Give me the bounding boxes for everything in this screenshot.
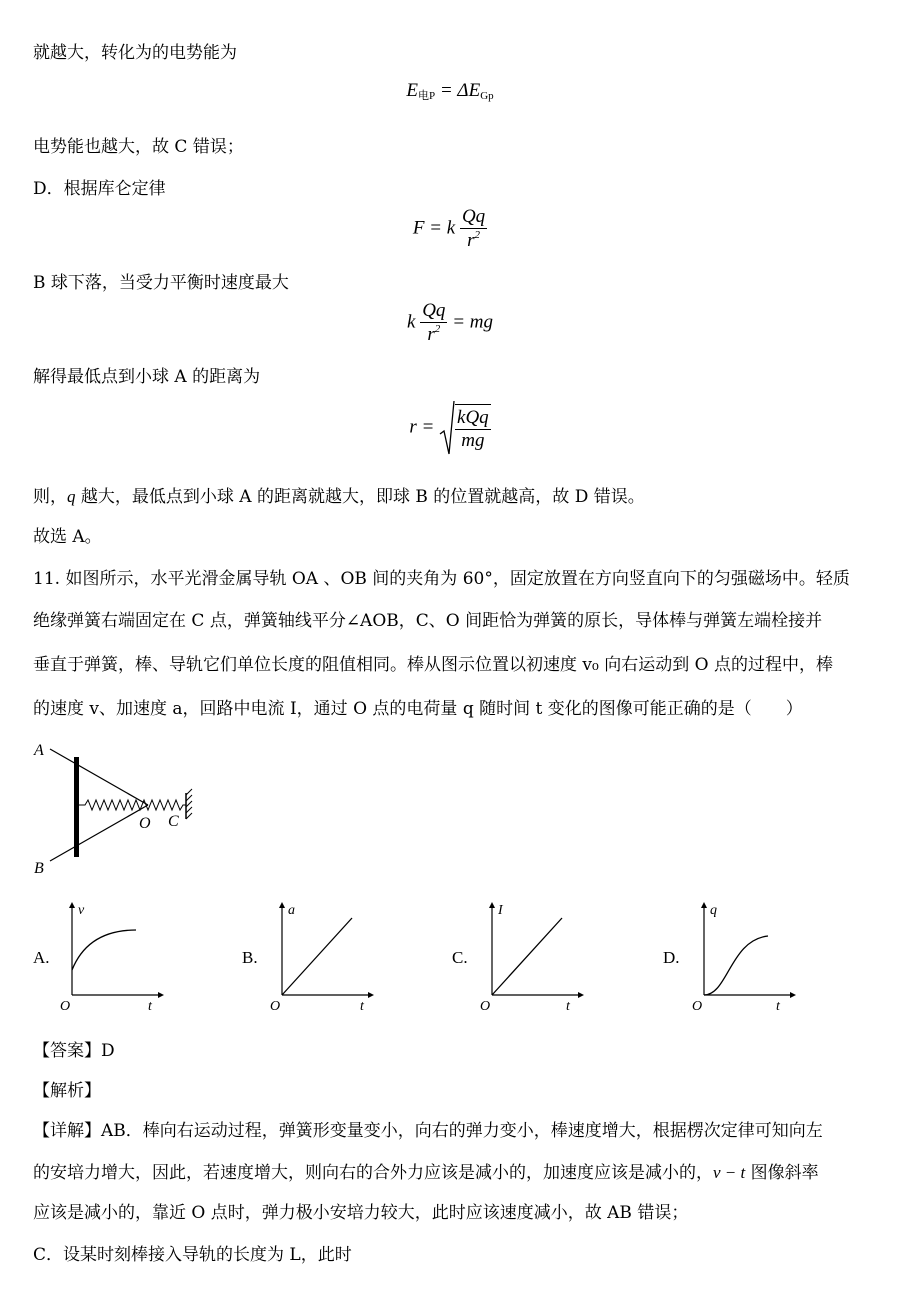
detail-line-2 <box>33 1158 819 1183</box>
eq4-lhs: r = <box>409 416 435 438</box>
question-line-2: 绝缘弹簧右端固定在 C 点，弹簧轴线平分∠AOB，C、O 间距恰为弹簧的原长，导体棒与弹簧左端栓接并 <box>33 611 823 631</box>
equation-distance <box>0 400 900 456</box>
option-C-xlabel: t <box>566 999 570 1014</box>
option-D-graph <box>690 900 800 1015</box>
label-A: A <box>34 742 44 759</box>
option-C-origin: O <box>480 999 491 1014</box>
eq1-lhs: E <box>406 80 418 101</box>
label-O: O <box>139 815 151 832</box>
text-line-2: 电势能也越大，故 C 错误； <box>33 137 244 157</box>
text-line-6a: 则， <box>33 487 67 507</box>
option-C-ylabel: I <box>498 903 503 918</box>
option-B-graph <box>268 900 378 1015</box>
eq1-rhs-sub: Gp <box>480 90 494 102</box>
option-A-ylabel: v <box>78 903 85 918</box>
eq2-den: r <box>467 230 475 251</box>
text-line-6c: 越大，最低点到小球 A 的距离就越大，即球 B 的位置就越高，故 D 错误。 <box>75 487 645 507</box>
equation-balance <box>0 300 900 346</box>
eq3-k: k <box>407 311 416 333</box>
text-line-5: 解得最低点到小球 A 的距离为 <box>33 367 261 387</box>
option-B-origin: O <box>270 999 281 1014</box>
option-C-graph <box>478 900 588 1015</box>
option-B-xlabel: t <box>360 999 364 1014</box>
eq4-den: mg <box>461 430 485 451</box>
sqrt-sign <box>439 400 491 456</box>
option-C-line <box>492 918 562 995</box>
eq4-fraction <box>455 404 491 452</box>
text-line-7: 故选 A。 <box>33 527 102 547</box>
eq4-num: kQq <box>457 407 489 428</box>
eq2-den-sup: 2 <box>474 229 480 241</box>
rail-spring-figure <box>28 735 208 885</box>
option-D-letter: D. <box>663 948 680 967</box>
eq3-fraction <box>420 300 447 346</box>
eq3-rhs: = mg <box>447 311 493 333</box>
rail-OA <box>50 749 148 805</box>
option-B-ylabel: a <box>288 903 295 918</box>
answer-line: 【答案】D <box>33 1041 115 1061</box>
eq3-den: r <box>427 324 435 345</box>
text-line-3: D．根据库仑定律 <box>33 179 166 199</box>
equation-coulomb <box>0 206 900 252</box>
eq3-den-sup: 2 <box>434 323 441 335</box>
option-B-line <box>282 918 352 995</box>
analysis-heading: 【解析】 <box>33 1081 101 1101</box>
detail-line-2-vt: v − t <box>713 1163 746 1182</box>
spring <box>79 800 186 810</box>
option-A-origin: O <box>60 999 71 1014</box>
option-C-letter: C. <box>452 948 468 967</box>
eq2-lhs: F = k <box>412 217 456 239</box>
eq2-num: Qq <box>461 206 486 227</box>
label-B: B <box>34 860 44 877</box>
eq1-lhs-sub: 电P <box>417 90 436 102</box>
equation-potential-energy <box>0 80 900 103</box>
option-D-xlabel: t <box>776 999 780 1014</box>
text-line-6 <box>33 482 645 507</box>
option-A-letter: A. <box>33 948 50 967</box>
detail-line-2a: 的安培力增大，因此，若速度增大，则向右的合外力应该是减小的，加速度应该是减小的， <box>33 1163 713 1183</box>
option-A-graph <box>58 900 168 1015</box>
label-C: C <box>168 813 179 830</box>
detail-line-4: C．设某时刻棒接入导轨的长度为 L，此时 <box>33 1245 352 1265</box>
option-A-xlabel: t <box>148 999 152 1014</box>
option-B-letter: B. <box>242 948 258 967</box>
detail-line-3: 应该是减小的，靠近 O 点时，弹力极小安培力较大，此时应该速度减小，故 AB 错误； <box>33 1203 689 1223</box>
eq2-fraction <box>460 206 487 252</box>
option-D-ylabel: q <box>710 903 717 918</box>
question-line-1: 11. 如图所示，水平光滑金属导轨 OA 、OB 间的夹角为 60°，固定放置在方向竖直向下的匀强磁场中。轻质 <box>33 569 850 589</box>
text-line-1: 就越大，转化为的电势能为 <box>33 43 237 63</box>
question-line-4: 的速度 v、加速度 a，回路中电流 I，通过 O 点的电荷量 q 随时间 t 变化的图像可能正确的是（ ） <box>33 699 803 719</box>
eq1-rhs: = ΔE <box>435 80 481 101</box>
rail-OB <box>50 805 148 861</box>
text-line-6-q: q <box>67 487 76 506</box>
question-line-3: 垂直于弹簧，棒、导轨它们单位长度的阻值相同。棒从图示位置以初速度 v₀ 向右运动到 O 点的过程中，棒 <box>33 655 833 675</box>
detail-line-2c: 图像斜率 <box>745 1163 819 1183</box>
option-A-curve <box>72 930 136 970</box>
eq3-num: Qq <box>422 300 446 321</box>
radical-icon <box>439 400 455 456</box>
text-line-4: B 球下落，当受力平衡时速度最大 <box>33 273 289 293</box>
option-D-origin: O <box>692 999 703 1014</box>
detail-line-1: 【详解】AB．棒向右运动过程，弹簧形变量变小，向右的弹力变小，棒速度增大，根据楞次定律可知向左 <box>33 1121 823 1141</box>
option-D-curve <box>704 936 768 995</box>
conductor-rod <box>74 757 79 857</box>
